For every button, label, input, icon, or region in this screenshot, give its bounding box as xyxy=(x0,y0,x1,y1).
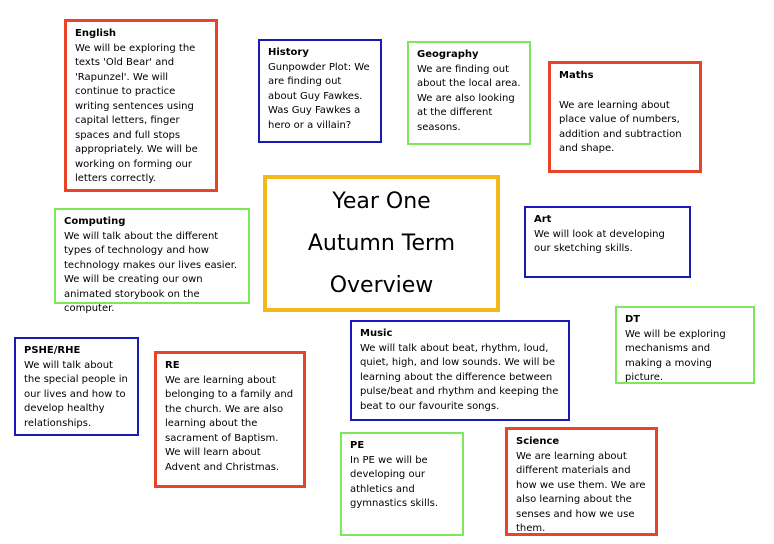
pshe-box xyxy=(14,337,139,436)
maths-text: We are learning about place value of numbers, addition and subtraction and shape. xyxy=(559,99,682,154)
science-box xyxy=(505,427,658,536)
geography-title: Geography xyxy=(417,49,479,60)
pshe-text: We will talk about the special people in our lives and how to develop healthy relationships. xyxy=(24,359,128,429)
computing-text: We will talk about the different types of technology and how technology makes our lives easier. We will be creating our own animated storybook on the computer. xyxy=(64,230,238,314)
english-title: English xyxy=(75,28,117,39)
re-title: RE xyxy=(165,360,180,371)
pe-text: In PE we will be developing our athletics and gymnastics skills. xyxy=(350,454,438,509)
dt-text: We will be exploring mechanisms and making a moving picture. xyxy=(625,328,726,383)
maths-box xyxy=(548,61,702,173)
re-text: We are learning about belonging to a family and the church. We are also learning about the sacrament of Baptism. We will learn about Advent and Christmas. xyxy=(165,374,294,473)
art-box xyxy=(524,206,691,278)
title-line-3: Overview xyxy=(329,272,434,298)
re-box xyxy=(154,351,306,488)
science-text: We are learning about different materials and how we use them. We are also learning about the senses and how we use them. xyxy=(516,450,646,534)
maths-title: Maths xyxy=(559,70,594,81)
english-box xyxy=(64,19,218,192)
history-text: Gunpowder Plot: We are finding out about Guy Fawkes. Was Guy Fawkes a hero or a villain? xyxy=(268,61,370,131)
title-line-1: Year One xyxy=(332,188,431,214)
geography-text: We are finding out about the local area. We are also looking at the different seasons. xyxy=(417,63,521,133)
history-box xyxy=(258,39,382,143)
history-title: History xyxy=(268,47,309,58)
computing-title: Computing xyxy=(64,216,126,227)
art-text: We will look at developing our sketching skills. xyxy=(534,228,665,254)
english-text: We will be exploring the texts 'Old Bear' and 'Rapunzel'. We will continue to practice writing sentences using capital letters, finger spaces and full stops appropriately. We will be working on forming our letters correctly. xyxy=(75,42,198,184)
computing-box xyxy=(54,208,250,314)
dt-title: DT xyxy=(625,314,641,325)
science-title: Science xyxy=(516,436,560,447)
dt-box xyxy=(615,306,755,384)
geography-box xyxy=(407,41,531,145)
art-title: Art xyxy=(534,214,552,225)
overview-title-box xyxy=(263,175,500,312)
music-title: Music xyxy=(360,328,393,339)
pe-title: PE xyxy=(350,440,365,451)
pshe-title: PSHE/RHE xyxy=(24,345,81,356)
music-box xyxy=(350,320,570,421)
title-line-2: Autumn Term xyxy=(307,230,456,256)
music-text: We will talk about beat, rhythm, loud, quiet, high, and low sounds. We will be learning about the difference between pulse/beat and rhythm and keeping the beat to our favourite songs. xyxy=(360,342,559,412)
pe-box xyxy=(340,432,464,536)
